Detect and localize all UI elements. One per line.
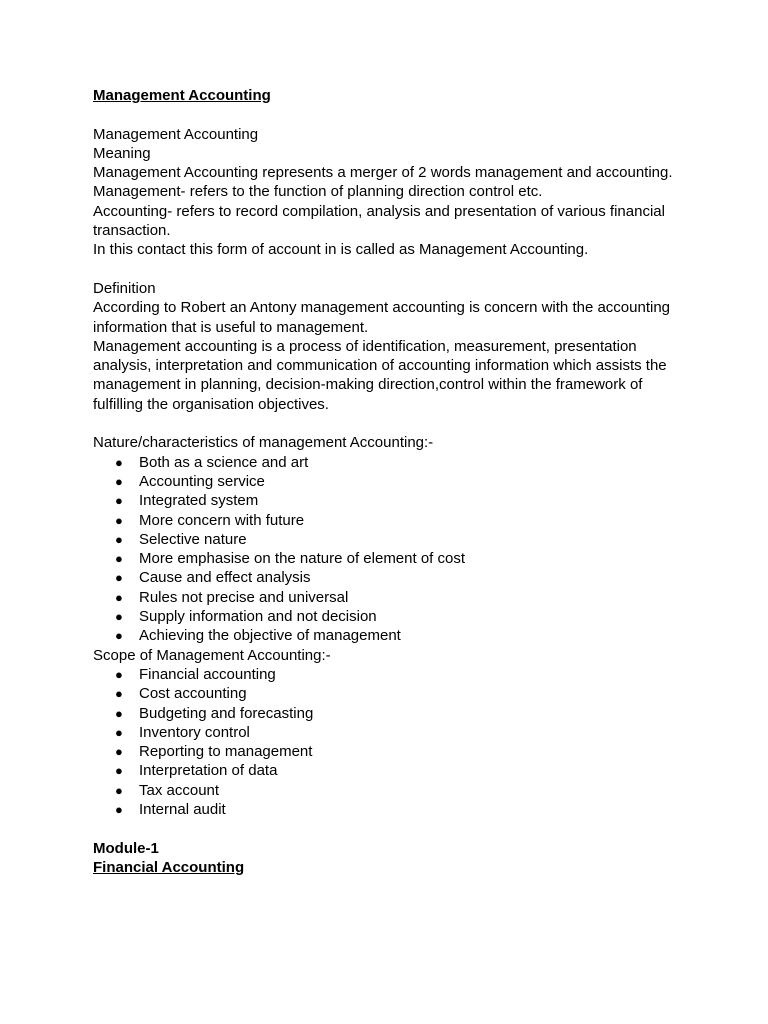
module-title: Financial Accounting [93,858,245,876]
section-subtitle: Management Accounting [93,125,259,143]
nature-label: Nature/characteristics of management Accounting:- [93,434,434,452]
bullet-icon: ● [115,551,123,567]
list-item-text: More emphasise on the nature of element of cost [139,550,466,568]
list-item [93,742,683,761]
bullet-icon: ● [115,589,123,605]
list-item-text: Selective nature [139,530,247,548]
definition-paragraph-2: Management accounting is a process of identification, measurement, presentation analysis, interpretation and communication of accounting information which assists the management in planning, decision-making direction,control within the framework of fulfilling the organisation objectives. [93,337,667,413]
list-item [93,491,683,510]
bullet-icon: ● [115,628,123,644]
blank-line [93,819,683,838]
list-item-text: Reporting to management [139,743,313,761]
bullet-icon: ● [115,609,123,625]
blank-line [93,260,683,279]
list-item-text: Integrated system [139,492,259,510]
list-item-text: Both as a science and art [139,453,309,471]
list-item [93,511,683,530]
bullet-icon: ● [115,473,123,489]
list-item [93,761,683,780]
list-item-text: Inventory control [139,723,250,741]
bullet-icon: ● [115,493,123,509]
definition-paragraph-1: According to Robert an Antony management accounting is concern with the accounting information that is useful to management. [93,299,671,336]
list-item [93,723,683,742]
list-item-text: Achieving the objective of management [139,627,401,645]
bullet-icon: ● [115,686,123,702]
list-item [93,665,683,684]
bullet-icon: ● [115,763,123,779]
list-item-text: Cost accounting [139,685,247,703]
meaning-paragraph-1: Management Accounting represents a merger of 2 words management and accounting. [93,164,673,182]
definition-label: Definition [93,279,156,297]
list-item [93,684,683,703]
list-item [93,588,683,607]
meaning-paragraph-2: Management- refers to the function of planning direction control etc. [93,183,543,201]
meaning-paragraph-3: Accounting- refers to record compilation, analysis and presentation of various financial transaction. [93,202,665,240]
bullet-icon: ● [115,744,123,760]
list-item-text: Financial accounting [139,665,276,683]
bullet-icon: ● [115,454,123,470]
list-item [93,800,683,819]
list-item-text: Internal audit [139,800,226,818]
bullet-icon: ● [115,782,123,798]
list-item-text: Accounting service [139,472,265,490]
meaning-label: Meaning [93,144,151,162]
document-page [93,86,683,877]
list-item-text: Interpretation of data [139,762,278,780]
document-title: Management Accounting [93,87,271,104]
bullet-icon: ● [115,724,123,740]
meaning-paragraph-4: In this contact this form of account in is called as Management Accounting. [93,241,589,259]
list-item [93,453,683,472]
blank-line [93,105,683,124]
list-item [93,607,683,626]
list-item-text: Tax account [139,781,220,799]
bullet-icon: ● [115,531,123,547]
list-item-text: More concern with future [139,511,305,529]
blank-line [93,414,683,433]
list-item-text: Budgeting and forecasting [139,704,314,722]
scope-label: Scope of Management Accounting:- [93,646,331,664]
list-item [93,472,683,491]
list-item [93,781,683,800]
bullet-icon: ● [115,570,123,586]
bullet-icon: ● [115,666,123,682]
list-item [93,626,683,645]
scope-list [93,665,683,819]
list-item [93,568,683,587]
list-item-text: Supply information and not decision [139,608,377,626]
list-item [93,704,683,723]
bullet-icon: ● [115,801,123,817]
list-item-text: Cause and effect analysis [139,569,311,587]
module-label: Module-1 [93,839,159,857]
bullet-icon: ● [115,512,123,528]
list-item [93,549,683,568]
bullet-icon: ● [115,705,123,721]
list-item-text: Rules not precise and universal [139,588,349,606]
nature-list [93,453,683,646]
list-item [93,530,683,549]
